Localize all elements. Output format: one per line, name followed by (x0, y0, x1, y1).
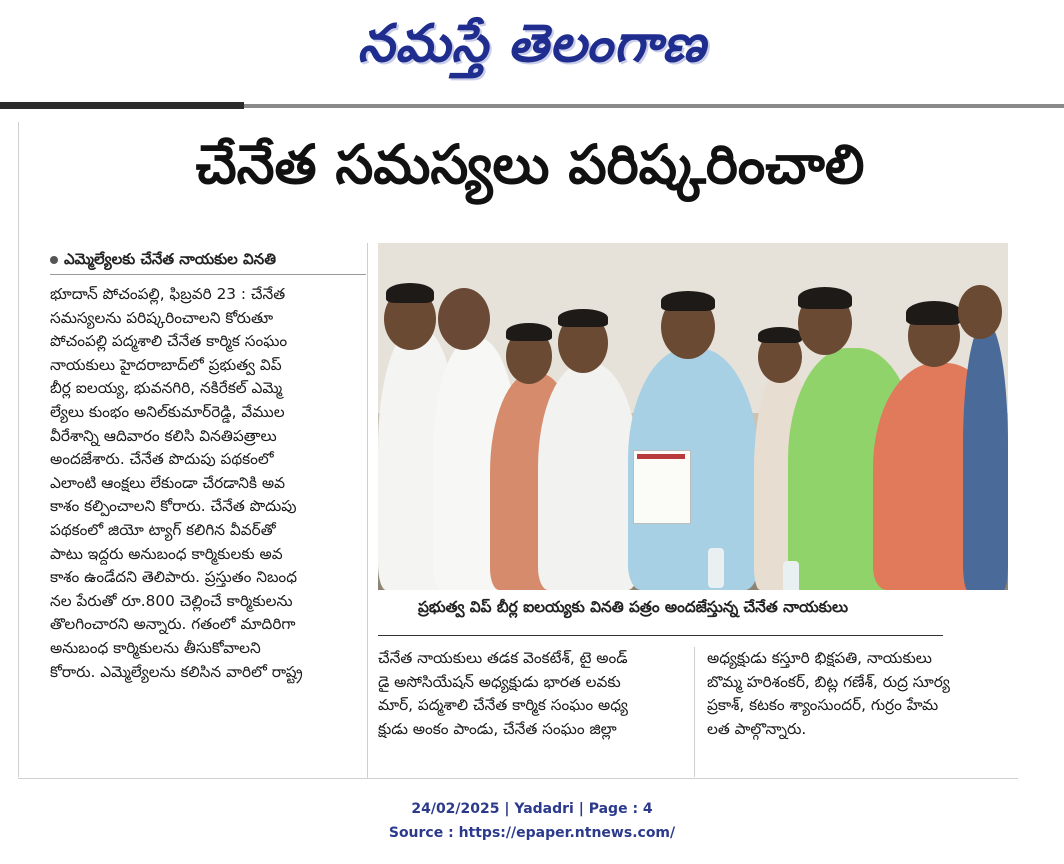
footer-date-line: 24/02/2025 | Yadadri | Page : 4 (411, 801, 653, 817)
body-line: లత పాల్గొన్నారు. (707, 719, 807, 738)
article-kicker (50, 250, 365, 272)
body-line: ఎలాంటి ఆంక్షలు లేకుండా చేరడానికి అవ (50, 473, 285, 492)
body-line: నల పేరుతో రూ.800 చెల్లించే కార్మికులను (50, 591, 293, 610)
body-line: పోచంపల్లి పద్మశాలి చేనేత కార్మిక సంఘం (50, 332, 288, 351)
body-line: కోరారు. ఎమ్మెల్యేలను కలిసిన వారిలో రాష్ట్ర (50, 662, 303, 681)
article-headline: చేనేత సమస్యలు పరిష్కరించాలి (195, 133, 865, 196)
kicker-rule (50, 274, 366, 275)
newspaper-logo: నమస్తే తెలంగాణ (357, 13, 707, 74)
body-line: బీర్ల ఐలయ్య, భువనగిరి, నకిరేకల్ ఎమ్మె (50, 379, 283, 398)
letter-header-band (637, 454, 685, 459)
photo-person (963, 323, 1008, 590)
body-line: బొమ్మ హరిశంకర్, బిట్ల గణేశ్, రుద్ర సూర్య (707, 672, 950, 691)
body-line: పథకంలో జియో ట్యాగ్ కలిగిన వీవర్‌తో (50, 520, 276, 539)
body-line: సమస్యలను పరిష్కరించాలని కోరుతూ (50, 308, 274, 327)
body-line: పాటు ఇద్దరు అనుబంధ కార్మికులకు అవ (50, 544, 283, 563)
body-line: డై అసోసియేషన్ అధ్యక్షుడు భారత లవకు (378, 672, 621, 691)
masthead-rule-grey (244, 104, 1064, 108)
photo-caption: ప్రభుత్వ విప్ బీర్ల ఐలయ్యకు వినతి పత్రం అందజేస్తున్న చేనేత నాయకులు (418, 598, 849, 616)
article-body-column-2 (378, 647, 678, 741)
photo-person-hair (758, 327, 802, 343)
column-divider-left (18, 122, 19, 777)
photo-person-hair (506, 323, 552, 341)
photo-person-head (438, 288, 490, 350)
body-line: క్షుడు అంకం పాండు, చేనేత సంఘం జిల్లా (378, 719, 617, 738)
caption-rule (378, 635, 943, 636)
body-line: అందజేశారు. చేనేత పొదుపు పథకంలో (50, 450, 274, 469)
body-line: మార్, పద్మశాలి చేనేత కార్మిక సంఘం అధ్య (378, 696, 628, 715)
photo-person-head (958, 285, 1002, 339)
kicker-text: ఎమ్మెల్యేలకు చేనేత నాయకుల వినతి (64, 250, 276, 268)
body-line: ల్యేలు కుంభం అనిల్‌కుమార్‌రెడ్డి, వేముల (50, 402, 285, 421)
body-line: తొలగించారని అన్నారు. గతంలో మాదిరిగా (50, 615, 296, 634)
article-body-column-1 (50, 283, 366, 684)
body-line: ప్రకాశ్, కటకం శ్యాంసుందర్, గుర్రం హేమ (707, 696, 939, 715)
footer-source-line: Source : https://epaper.ntnews.com/ (388, 825, 676, 841)
body-line: కాశం ఉండేదని తెలిపారు. ప్రస్తుతం నిబంధ (50, 568, 297, 587)
masthead (0, 0, 1064, 100)
body-line: అధ్యక్షుడు కస్తూరి భిక్షపతి, నాయకులు (707, 649, 932, 667)
photo-person-hair (661, 291, 715, 311)
petition-letter (633, 450, 691, 524)
photo-person-hair (906, 301, 962, 325)
photo-person-hair (558, 309, 608, 327)
water-bottle (783, 561, 799, 590)
column-divider-bottom (694, 647, 695, 777)
column-divider-middle (367, 243, 368, 778)
water-bottle (708, 548, 724, 588)
body-line: నాయకులు హైదరాబాద్‌లో ప్రభుత్వ విప్ (50, 355, 282, 374)
body-line: భూదాన్ పోచంపల్లి, ఫిబ్రవరి 23 : చేనేత (50, 285, 286, 303)
article-body-column-3 (707, 647, 1007, 741)
body-line: కాశం కల్పించాలని కోరారు. చేనేత పొదుపు (50, 497, 297, 516)
body-line: అనుబంధ కార్మికులను తీసుకోవాలని (50, 638, 261, 657)
photo-person (538, 363, 638, 590)
masthead-rule-dark (0, 102, 244, 109)
photo-person-hair (798, 287, 852, 309)
photo-person-hair (386, 283, 434, 303)
news-photo (378, 243, 1008, 590)
bullet-icon (50, 256, 58, 264)
article-bottom-rule (18, 778, 1018, 779)
body-line: వీరేశాన్ని ఆదివారం కలిసి వినతిపత్రాలు (50, 426, 277, 445)
body-line: చేనేత నాయకులు తడక వెంకటేశ్, టై అండ్ (378, 649, 628, 667)
